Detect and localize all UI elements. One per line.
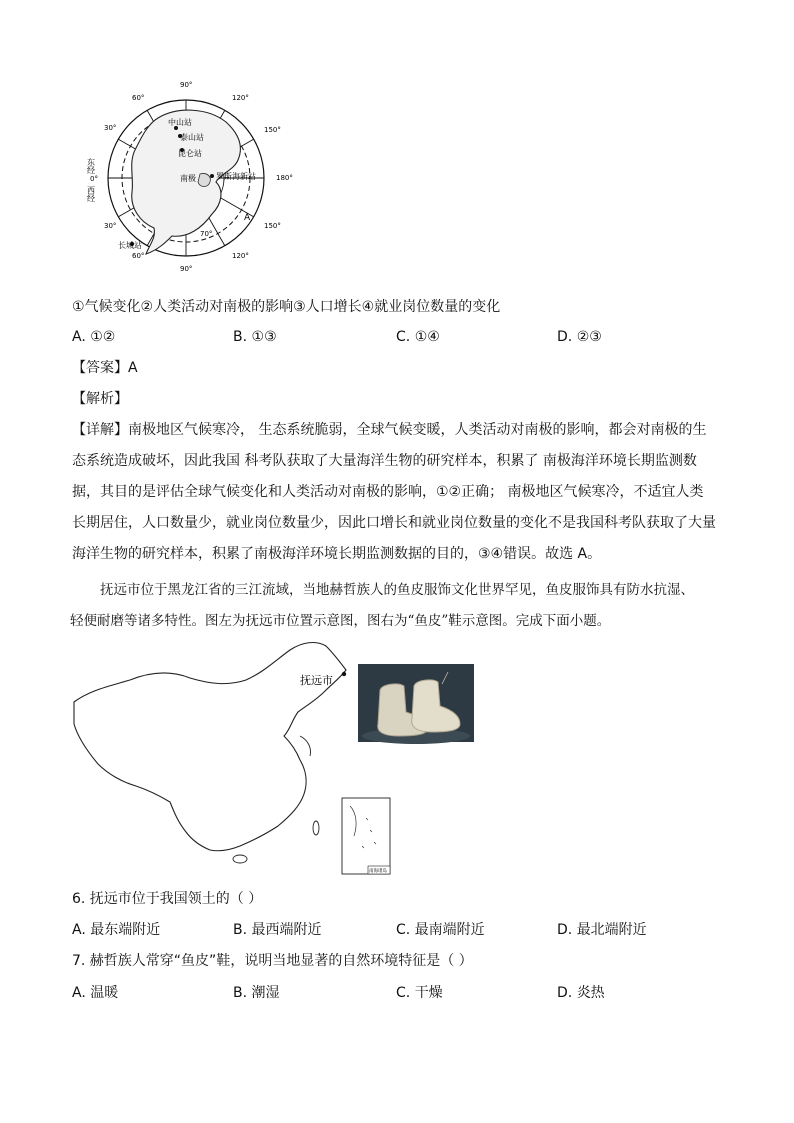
west-longitude-label: 西经	[86, 186, 96, 202]
ross-sea-station-label: 罗斯海新站	[216, 172, 256, 181]
statement-options: ①气候变化②人类活动对南极的影响③人口增长④就业岗位数量的变化	[72, 299, 501, 315]
choice-text: 最北端附近	[576, 922, 647, 938]
intro-line-2: 轻便耐磨等诸多特性。图左为抚远市位置示意图，图右为“鱼皮”鞋示意图。完成下面小题。	[70, 613, 611, 629]
fuyuan-city-dot	[342, 672, 346, 676]
deg-right-180: 180°	[276, 174, 293, 182]
choice-text: 最西端附近	[251, 922, 322, 938]
q6-stem: 6. 抚远市位于我国领土的（ ）	[72, 891, 263, 907]
south-china-sea-inset	[342, 798, 390, 874]
ross-sea-station-dot	[210, 174, 214, 178]
detail-line-3: 据，其目的是评估全球气候变化和人类活动对南极的影响，①②正确； 南极地区气候寒冷，不适宜人类	[72, 484, 704, 500]
q5-choice-d	[557, 327, 602, 347]
q7-stem: 7. 赫哲族人常穿“鱼皮”鞋，说明当地显著的自然环境特征是（ ）	[72, 953, 473, 969]
choice-letter: D.	[557, 922, 573, 938]
choice-text: 温暖	[90, 985, 119, 1001]
east-longitude-label: 东经	[86, 158, 96, 174]
detail-paragraph	[72, 415, 732, 570]
south-pole-label: 南极	[180, 174, 196, 183]
intro-line-1: 抚远市位于黑龙江省的三江流域，当地赫哲族人的鱼皮服饰文化世界罕见，鱼皮服饰具有防水抗湿、	[100, 582, 694, 598]
choice-letter: B.	[233, 922, 248, 938]
answer-label: 【答案】	[72, 360, 128, 376]
choice-text: ①④	[414, 329, 440, 345]
inset-label: 南海诸岛	[369, 869, 387, 874]
detail-line-4: 长期居住，人口数量少，就业岗位数量少，因此口增长和就业岗位数量的变化不是我国科考队获取了大量	[72, 515, 716, 531]
fuyuan-city-label: 抚远市	[300, 674, 333, 687]
taiwan-island	[313, 821, 319, 835]
choice-letter: A.	[72, 922, 86, 938]
answer-value: A	[128, 360, 138, 376]
fish-skin-shoe-photo	[358, 664, 474, 742]
q6-choice-b	[233, 920, 322, 940]
choice-text: 最东端附近	[90, 922, 161, 938]
q6-choice-a	[72, 920, 160, 940]
marker-a-label: A	[244, 213, 251, 223]
detail-label: 【详解】	[72, 422, 128, 438]
deg-bottom-60: 60°	[132, 252, 145, 260]
choice-letter: C.	[396, 922, 411, 938]
deg-left-30: 30°	[104, 124, 117, 132]
choice-text: 最南端附近	[414, 922, 485, 938]
deg-right-150: 150°	[264, 126, 281, 134]
analysis-label: 【解析】	[72, 391, 128, 407]
detail-line-1: 【详解】南极地区气候寒冷， 生态系统脆弱，全球气候变暖，人类活动对南极的影响，都会对南极的生	[72, 422, 707, 438]
shandong-coast	[300, 736, 311, 756]
polar-map-svg	[88, 78, 300, 274]
choice-letter: C.	[396, 985, 411, 1001]
shoe-illustration	[358, 664, 474, 742]
kunlun-station-label: 昆仑站	[178, 149, 202, 158]
marker-70-label: 70°	[200, 230, 213, 238]
choice-text: ①②	[90, 329, 116, 345]
hainan-island	[233, 855, 247, 863]
deg-top-60: 60°	[132, 94, 145, 102]
choice-text: 干燥	[414, 985, 443, 1001]
q7-choice-b	[233, 983, 280, 1003]
choice-letter: B.	[233, 985, 248, 1001]
choice-text: ②③	[576, 329, 602, 345]
deg-top-120: 120°	[232, 94, 249, 102]
choice-letter: A.	[72, 985, 86, 1001]
choice-letter: D.	[557, 985, 573, 1001]
q6-choice-d	[557, 920, 647, 940]
great-wall-station-label: 长城站	[118, 241, 142, 250]
taishan-station-label: 泰山站	[180, 133, 204, 142]
deg-top-90: 90°	[180, 81, 193, 89]
detail-line-5: 海洋生物的研究样本，积累了南极海洋环境长期监测数据的目的，③④错误。故选 A。	[72, 546, 602, 562]
q6-choice-c	[396, 920, 485, 940]
detail-line-2: 态系统造成破坏，因此我国 科考队获取了大量海洋生物的研究样本，积累了 南极海洋环境长期监测数	[72, 453, 697, 469]
deg-right-150-lower: 150°	[264, 222, 281, 230]
zhongshan-station-label: 中山站	[168, 118, 192, 127]
ross-sea-shape	[198, 173, 210, 186]
choice-letter: B.	[233, 329, 248, 345]
choice-text: ①③	[251, 329, 277, 345]
choice-letter: A.	[72, 329, 86, 345]
antarctica-polar-map	[88, 78, 300, 274]
choice-letter: C.	[396, 329, 411, 345]
zero-degree-label: 0°	[90, 175, 98, 183]
q7-choice-a	[72, 983, 118, 1003]
q5-choice-b	[233, 327, 277, 347]
answer-line	[72, 358, 138, 378]
deg-bottom-90: 90°	[180, 265, 193, 273]
q5-choice-a	[72, 327, 115, 347]
deg-left-30-lower: 30°	[104, 222, 117, 230]
choice-text: 炎热	[576, 985, 605, 1001]
q7-choice-c	[396, 983, 443, 1003]
q7-choice-d	[557, 983, 605, 1003]
deg-bottom-120: 120°	[232, 252, 249, 260]
q5-choice-c	[396, 327, 440, 347]
choice-letter: D.	[557, 329, 573, 345]
intro-paragraph	[70, 575, 740, 637]
choice-text: 潮湿	[251, 985, 280, 1001]
